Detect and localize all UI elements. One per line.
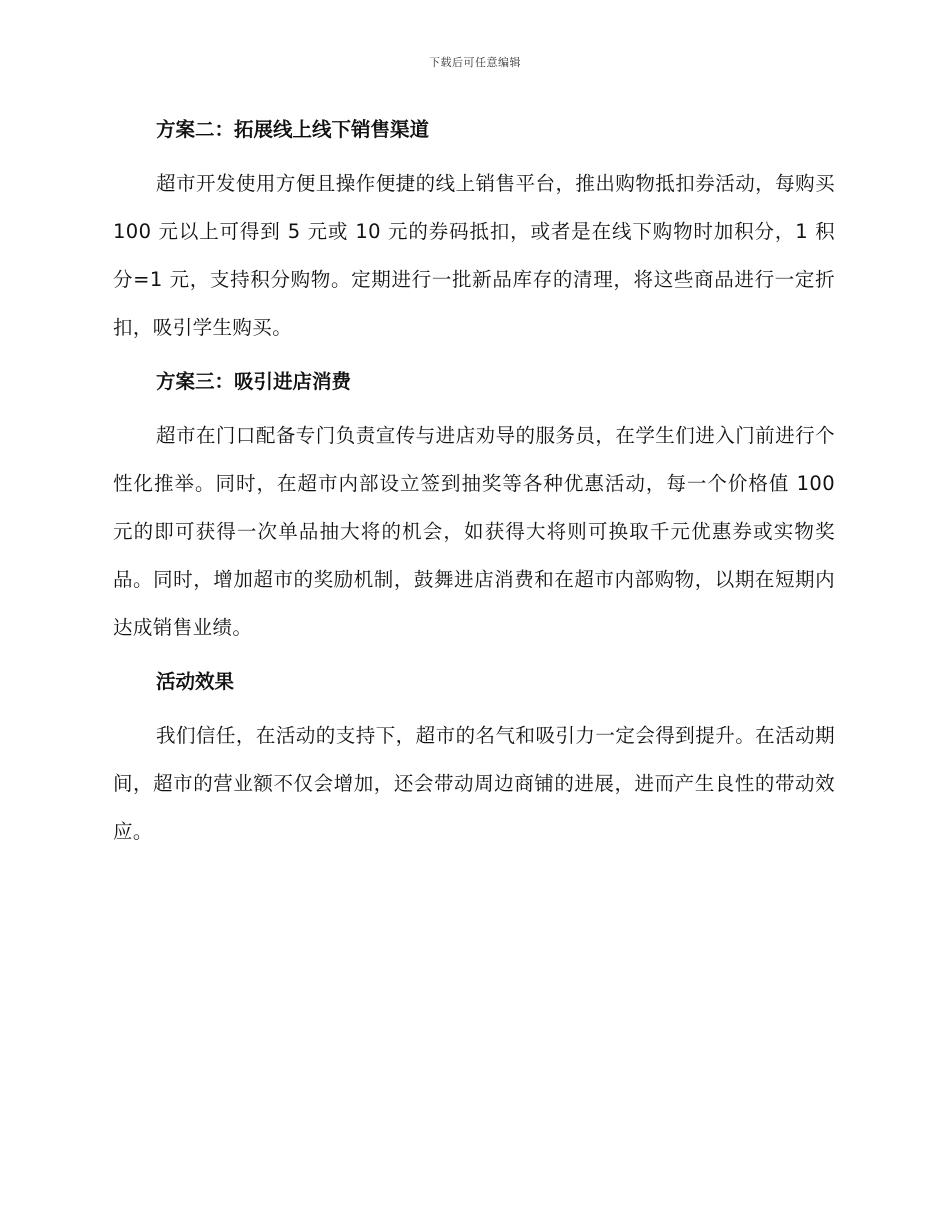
section-paragraph-plan-three: 超市在门口配备专门负责宣传与进店劝导的服务员，在学生们进入门前进行个性化推举。同时，在超市内部设立签到抽奖等各种优惠活动，每一个价格值 100 元的即可获得一次单品抽大将的机会，如获得大将则可换取千元优惠券或实物奖品。同时，增加超市的奖励机制，鼓舞进店消费和在超市内部购物，以期在短期内达成销售业绩。	[113, 424, 835, 639]
section-heading-effect: 活动效果	[156, 670, 235, 693]
page-header: 下载后可任意编辑	[429, 56, 521, 69]
section-heading-plan-two: 方案二：拓展线上线下销售渠道	[156, 118, 430, 141]
document-body	[113, 112, 835, 868]
section-paragraph-effect: 我们信任，在活动的支持下，超市的名气和吸引力一定会得到提升。在活动期间，超市的营业额不仅会增加，还会带动周边商铺的进展，进而产生良性的带动效应。	[113, 724, 835, 843]
section-heading-plan-three: 方案三：吸引进店消费	[156, 370, 352, 393]
section-paragraph-plan-two: 超市开发使用方便且操作便捷的线上销售平台，推出购物抵扣券活动，每购买 100 元以上可得到 5 元或 10 元的券码抵扣，或者是在线下购物时加积分，1 积分=1 元，支持积分购物。定期进行一批新品库存的清理，将这些商品进行一定折扣，吸引学生购买。	[113, 172, 835, 339]
